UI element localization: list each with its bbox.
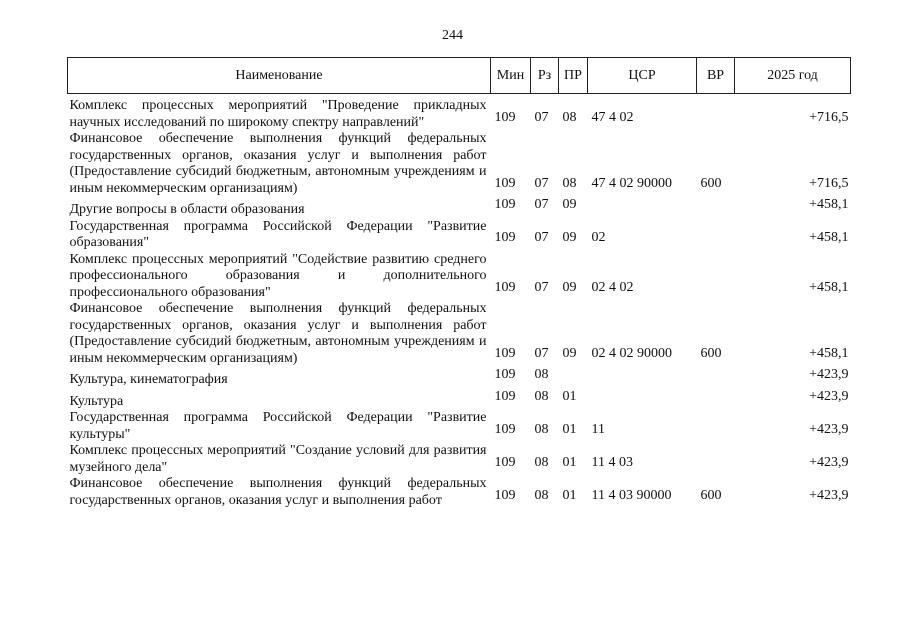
header-rz: Рз <box>531 58 559 94</box>
table-row <box>68 389 851 411</box>
row-name: Государственная программа Российской Федерации "Развитие образования" <box>69 218 487 250</box>
row-csr: 11 <box>591 421 605 437</box>
row-name: Комплекс процессных мероприятий "Создание условий для развития музейного дела" <box>69 443 487 475</box>
row-rz: 07 <box>534 197 549 212</box>
row-amount: +423,9 <box>809 388 849 404</box>
row-pr: 01 <box>562 421 577 437</box>
table-row <box>68 94 851 132</box>
row-name: Комплекс процессных мероприятий "Содействие развитию среднего профессионального образования и дополнительного профессионального образования" <box>69 251 487 300</box>
row-csr: 02 4 02 90000 <box>591 345 672 361</box>
row-rz: 08 <box>534 454 549 470</box>
row-pr: 01 <box>562 454 577 470</box>
table-body <box>68 94 851 510</box>
header-min: Мин <box>491 58 531 94</box>
row-vr: 600 <box>700 345 722 361</box>
row-min: 109 <box>494 175 516 191</box>
row-name: Финансовое обеспечение выполнения функций федеральных государственных органов, оказания услуг и выполнения работ <box>69 476 487 508</box>
header-csr: ЦСР <box>588 58 697 94</box>
row-vr <box>697 94 735 132</box>
table-row <box>68 219 851 252</box>
row-min: 109 <box>494 454 516 470</box>
header-vr: ВР <box>697 58 735 94</box>
row-min: 109 <box>494 487 516 503</box>
row-name: Финансовое обеспечение выполнения функций федеральных государственных органов, оказания услуг и выполнения работ (Предоставление субсидий бюджетным, автономным учреждениям и иным некоммерческим организациям) <box>69 131 487 196</box>
table-row <box>68 476 851 509</box>
row-csr <box>588 367 697 389</box>
row-csr: 02 4 02 <box>591 279 634 295</box>
row-amount: +458,1 <box>809 230 849 245</box>
row-pr: 09 <box>562 197 577 212</box>
row-amount: +423,9 <box>809 367 849 382</box>
row-min: 109 <box>494 345 516 361</box>
row-vr <box>697 252 735 302</box>
row-csr: 47 4 02 90000 <box>591 175 672 191</box>
row-vr <box>697 443 735 476</box>
row-amount: +458,1 <box>809 345 849 361</box>
header-name: Наименование <box>68 58 491 94</box>
table-row <box>68 367 851 389</box>
row-rz: 08 <box>534 388 549 404</box>
row-min: 109 <box>494 197 516 212</box>
table-header <box>68 58 851 94</box>
row-csr: 11 4 03 <box>591 454 633 470</box>
row-vr: 600 <box>700 175 722 191</box>
row-pr: 01 <box>562 487 577 503</box>
row-csr: 11 4 03 90000 <box>591 487 672 503</box>
table-row <box>68 197 851 219</box>
row-min: 109 <box>494 230 516 245</box>
header-pr: ПР <box>559 58 588 94</box>
row-pr: 08 <box>562 175 577 191</box>
page-number: 244 <box>442 28 463 43</box>
table-row <box>68 443 851 476</box>
budget-table <box>67 57 851 509</box>
row-pr: 01 <box>562 388 577 404</box>
row-min: 109 <box>494 388 516 404</box>
row-name: Другие вопросы в области образования <box>69 202 305 217</box>
row-csr: 02 <box>591 230 606 245</box>
row-rz: 07 <box>534 279 549 295</box>
row-rz: 07 <box>534 230 549 245</box>
row-vr <box>697 197 735 219</box>
row-name: Культура <box>69 393 124 409</box>
row-vr: 600 <box>700 487 722 503</box>
row-vr <box>697 410 735 443</box>
row-csr <box>588 197 697 219</box>
row-pr: 08 <box>562 109 577 125</box>
table-row <box>68 252 851 302</box>
row-amount: +423,9 <box>809 454 849 470</box>
row-vr <box>697 367 735 389</box>
row-min: 109 <box>494 109 516 125</box>
row-min: 109 <box>494 279 516 295</box>
row-rz: 07 <box>534 109 549 125</box>
row-amount: +423,9 <box>809 487 849 503</box>
row-csr: 47 4 02 <box>591 109 634 125</box>
row-amount: +458,1 <box>809 197 849 212</box>
row-rz: 08 <box>534 487 549 503</box>
row-amount: +458,1 <box>809 279 849 295</box>
row-pr: 09 <box>562 279 577 295</box>
row-min: 109 <box>494 421 516 437</box>
row-amount: +716,5 <box>809 109 849 125</box>
header-year: 2025 год <box>735 58 851 94</box>
row-rz: 08 <box>534 421 549 437</box>
table-row <box>68 410 851 443</box>
row-pr: 09 <box>562 345 577 361</box>
row-rz: 07 <box>534 175 549 191</box>
row-name: Комплекс процессных мероприятий "Проведение прикладных научных исследований по широкому спектру направлений" <box>69 98 487 130</box>
table-row <box>68 131 851 197</box>
row-name: Государственная программа Российской Федерации "Развитие культуры" <box>69 410 487 442</box>
row-rz: 08 <box>534 367 549 382</box>
table-row <box>68 301 851 367</box>
row-pr <box>559 367 588 389</box>
row-amount: +716,5 <box>809 175 849 191</box>
row-min: 109 <box>494 367 516 382</box>
row-vr <box>697 219 735 252</box>
row-pr: 09 <box>562 230 577 245</box>
row-amount: +423,9 <box>809 421 849 437</box>
row-name: Культура, кинематография <box>69 372 228 387</box>
row-vr <box>697 389 735 411</box>
row-rz: 07 <box>534 345 549 361</box>
row-name: Финансовое обеспечение выполнения функций федеральных государственных органов, оказания услуг и выполнения работ (Предоставление субсидий бюджетным, автономным учреждениям и иным некоммерческим организациям) <box>69 301 487 366</box>
row-csr <box>588 389 697 411</box>
